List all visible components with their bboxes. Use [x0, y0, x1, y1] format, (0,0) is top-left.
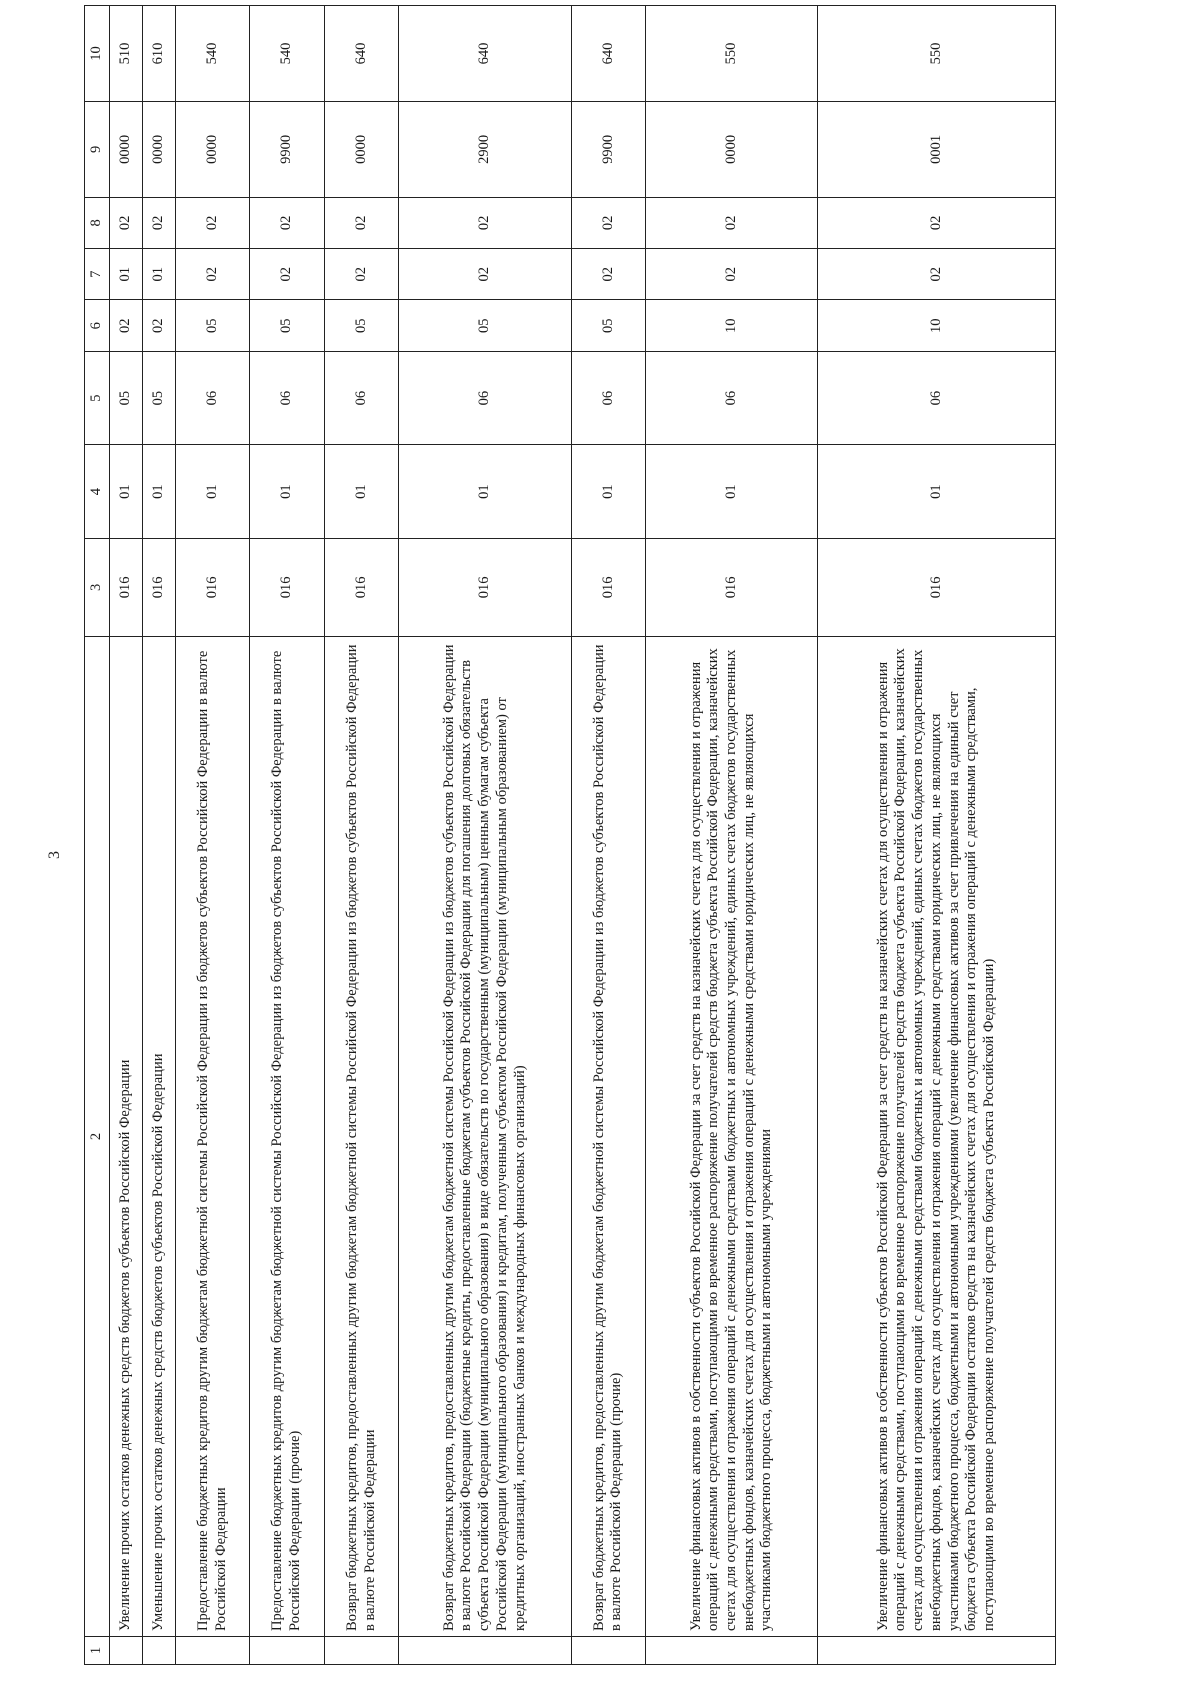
table-cell: 02	[110, 197, 143, 248]
table-cell: 02	[818, 249, 1056, 300]
table-cell: 06	[176, 351, 250, 444]
table-cell	[250, 1636, 324, 1664]
table-cell: 01	[110, 249, 143, 300]
table-row	[176, 6, 250, 1665]
table-cell: 02	[571, 197, 645, 248]
header-cell: 7	[85, 249, 110, 300]
table-cell: 05	[571, 300, 645, 351]
table-row	[143, 6, 176, 1665]
table-cell: 02	[110, 300, 143, 351]
header-cell: 3	[85, 538, 110, 636]
table-cell: 016	[176, 538, 250, 636]
table-cell: 05	[110, 351, 143, 444]
table-cell: 640	[399, 6, 571, 102]
table-row	[818, 6, 1056, 1665]
table-cell	[110, 1636, 143, 1664]
table-cell: 0000	[324, 101, 398, 197]
table-cell: 06	[571, 351, 645, 444]
table-cell: 02	[250, 249, 324, 300]
table-cell: 640	[571, 6, 645, 102]
table-cell: 0000	[143, 101, 176, 197]
table-cell: 02	[143, 300, 176, 351]
table-cell: 540	[250, 6, 324, 102]
table-cell: 016	[110, 538, 143, 636]
table-cell: 01	[646, 445, 818, 538]
table-cell: 0000	[110, 101, 143, 197]
table-cell: 02	[250, 197, 324, 248]
table-cell	[176, 1636, 250, 1664]
table-cell: 0000	[176, 101, 250, 197]
table-row	[250, 6, 324, 1665]
table-cell: 02	[571, 249, 645, 300]
table-cell: 05	[250, 300, 324, 351]
table-cell: 01	[324, 445, 398, 538]
table-cell: 02	[176, 249, 250, 300]
table-cell: 05	[324, 300, 398, 351]
table-cell: 02	[143, 197, 176, 248]
table-cell: 0000	[646, 101, 818, 197]
header-cell: 10	[85, 6, 110, 102]
table-cell: 06	[646, 351, 818, 444]
page-number: 3	[46, 851, 63, 859]
header-cell: 9	[85, 101, 110, 197]
table-cell-name: Возврат бюджетных кредитов, предоставленных другим бюджетам бюджетной системы Российской Федерации из бюджетов субъектов Российской Федерации в валюте Российской Федерации	[324, 636, 398, 1636]
table-cell: 01	[399, 445, 571, 538]
table-row	[646, 6, 818, 1665]
table-cell	[571, 1636, 645, 1664]
table-row	[399, 6, 571, 1665]
table-row	[110, 6, 143, 1665]
table-cell: 016	[818, 538, 1056, 636]
table-cell: 540	[176, 6, 250, 102]
table-cell: 02	[399, 249, 571, 300]
table-cell	[818, 1636, 1056, 1664]
table-cell	[399, 1636, 571, 1664]
table-cell: 016	[399, 538, 571, 636]
table-cell: 02	[646, 249, 818, 300]
table-cell: 05	[176, 300, 250, 351]
table-cell: 01	[143, 445, 176, 538]
table-cell: 01	[176, 445, 250, 538]
table-cell: 02	[399, 197, 571, 248]
rotated-table-container	[84, 5, 1056, 1665]
table-cell: 016	[646, 538, 818, 636]
table-cell: 016	[571, 538, 645, 636]
table-cell: 550	[818, 6, 1056, 102]
table-cell: 016	[324, 538, 398, 636]
table-cell-name: Увеличение финансовых активов в собственности субъектов Российской Федерации за счет средств на казначейских счетах для осуществления и отражения операций с денежными средствами, поступающими во временное распоряжение получателей средств бюджета субъекта Российской Федерации, казначейских счетах для осуществления и отражения операций с денежными средствами бюджетных и автономных учреждений, единых счетах бюджетов государственных внебюджетных фондов, казначейских счетах для осуществления и отражения операций с денежными средствами юридических лиц, не являющихся участниками бюджетного процесса, бюджетными и автономными учреждениями	[646, 636, 818, 1636]
table-cell: 2900	[399, 101, 571, 197]
table-cell: 016	[143, 538, 176, 636]
table-cell: 05	[399, 300, 571, 351]
table-cell: 01	[110, 445, 143, 538]
table-cell-name: Увеличение прочих остатков денежных средств бюджетов субъектов Российской Федерации	[110, 636, 143, 1636]
table-cell: 01	[250, 445, 324, 538]
table-cell-name: Предоставление бюджетных кредитов другим бюджетам бюджетной системы Российской Федерации из бюджетов субъектов Российской Федерации в валюте Российской Федерации	[176, 636, 250, 1636]
table-cell: 02	[818, 197, 1056, 248]
header-cell: 8	[85, 197, 110, 248]
table-cell: 06	[818, 351, 1056, 444]
table-cell-name: Возврат бюджетных кредитов, предоставленных другим бюджетам бюджетной системы Российской Федерации из бюджетов субъектов Российской Федерации в валюте Российской Федерации (прочие)	[571, 636, 645, 1636]
table-cell: 510	[110, 6, 143, 102]
table-cell: 06	[399, 351, 571, 444]
table-cell: 610	[143, 6, 176, 102]
header-cell: 5	[85, 351, 110, 444]
header-cell: 4	[85, 445, 110, 538]
table-cell: 06	[324, 351, 398, 444]
header-cell: 6	[85, 300, 110, 351]
table-cell-name: Увеличение финансовых активов в собственности субъектов Российской Федерации за счет средств на казначейских счетах для осуществления и отражения операций с денежными средствами, поступающими во временное распоряжение получателей средств бюджета субъекта Российской Федерации, казначейских счетах для осуществления и отражения операций с денежными средствами бюджетных и автономных учреждений, единых счетах бюджетов государственных внебюджетных фондов, казначейских счетах для осуществления и отражения операций с денежными средствами юридических лиц, не являющихся участниками бюджетного процесса, бюджетными и автономными учреждениями (увеличение финансовых активов за счет привлечения на единый счет бюджета субъекта Российской Федерации остатков средств на казначейских счетах для осуществления и отражения операций с денежными средствами, поступающими во временное распоряжение получателей средств бюджета субъекта Российской Федерации)	[818, 636, 1056, 1636]
table-cell: 05	[143, 351, 176, 444]
table-cell: 01	[143, 249, 176, 300]
header-cell: 1	[85, 1636, 110, 1664]
table-cell: 01	[571, 445, 645, 538]
table-cell	[646, 1636, 818, 1664]
table-cell-name: Предоставление бюджетных кредитов другим бюджетам бюджетной системы Российской Федерации из бюджетов субъектов Российской Федерации в валюте Российской Федерации (прочие)	[250, 636, 324, 1636]
table-cell-name: Возврат бюджетных кредитов, предоставленных другим бюджетам бюджетной системы Российской Федерации из бюджетов субъектов Российской Федерации в валюте Российской Федерации (бюджетные кредиты, предоставленные бюджетам субъектов Российской Федерации для погашения долговых обязательств субъекта Российской Федерации (муниципального образования) в виде обязательств по государственным (муниципальным) ценным бумагам субъекта Российской Федерации (муниципального образования) и кредитам, полученным субъектом Российской Федерации (муниципальным образованием) от кредитных организаций, иностранных банков и международных финансовых организаций)	[399, 636, 571, 1636]
table-cell-name: Уменьшение прочих остатков денежных средств бюджетов субъектов Российской Федерации	[143, 636, 176, 1636]
budget-codes-table	[84, 5, 1056, 1665]
table-cell: 0001	[818, 101, 1056, 197]
table-cell: 550	[646, 6, 818, 102]
table-cell	[324, 1636, 398, 1664]
table-cell: 9900	[571, 101, 645, 197]
table-cell: 10	[646, 300, 818, 351]
table-cell: 01	[818, 445, 1056, 538]
table-cell: 02	[176, 197, 250, 248]
table-cell: 06	[250, 351, 324, 444]
table-cell: 9900	[250, 101, 324, 197]
table-cell	[143, 1636, 176, 1664]
table-cell: 016	[250, 538, 324, 636]
table-cell: 640	[324, 6, 398, 102]
table-row	[324, 6, 398, 1665]
table-cell: 02	[324, 249, 398, 300]
table-cell: 10	[818, 300, 1056, 351]
header-row	[85, 6, 110, 1665]
header-cell: 2	[85, 636, 110, 1636]
table-row	[571, 6, 645, 1665]
table-cell: 02	[646, 197, 818, 248]
table-cell: 02	[324, 197, 398, 248]
